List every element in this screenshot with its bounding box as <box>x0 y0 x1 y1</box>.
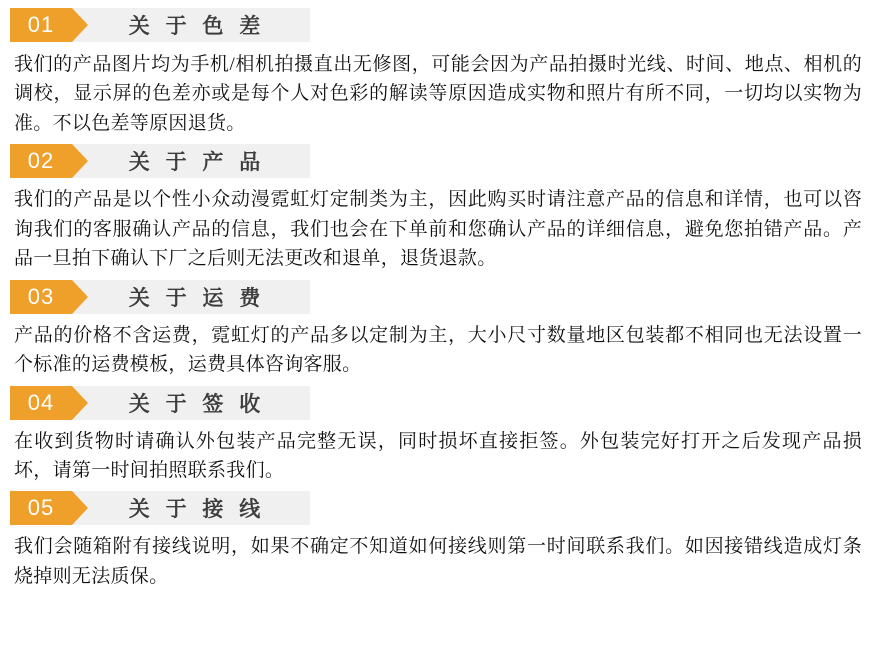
section-header-05 <box>10 491 310 525</box>
section-header-04 <box>10 386 310 420</box>
faq-section-03 <box>10 280 864 380</box>
section-title: 关 于 签 收 <box>128 392 266 416</box>
arrow-icon <box>72 491 88 525</box>
section-header-01 <box>10 8 310 42</box>
section-body: 我们会随箱附有接线说明，如果不确定不知道如何接线则第一时间联系我们。如因接错线造成灯条烧掉则无法质保。 <box>14 536 862 587</box>
section-number-badge: 02 <box>10 144 72 178</box>
faq-section-04 <box>10 386 864 486</box>
faq-section-02 <box>10 144 864 273</box>
section-body: 在收到货物时请确认外包装产品完整无误，同时损坏直接拒签。外包装完好打开之后发现产品损坏，请第一时间拍照联系我们。 <box>14 430 862 481</box>
section-title: 关 于 运 费 <box>128 286 266 310</box>
section-header-03 <box>10 280 310 314</box>
arrow-icon <box>72 386 88 420</box>
section-title: 关 于 产 品 <box>128 151 266 175</box>
section-body: 我们的产品是以个性小众动漫霓虹灯定制类为主，因此购买时请注意产品的信息和详情，也可以咨询我们的客服确认产品的信息，我们也会在下单前和您确认产品的详细信息，避免您拍错产品。产品一旦拍下确认下厂之后则无法更改和退单，退货退款。 <box>14 189 862 270</box>
arrow-icon <box>72 144 88 178</box>
section-body: 产品的价格不含运费，霓虹灯的产品多以定制为主，大小尺寸数量地区包装都不相同也无法设置一个标准的运费模板，运费具体咨询客服。 <box>14 324 862 376</box>
section-number-badge: 03 <box>10 280 72 314</box>
faq-section-05 <box>10 491 864 591</box>
faq-section-01 <box>10 8 864 138</box>
section-body: 我们的产品图片均为手机/相机拍摄直出无修图，可能会因为产品拍摄时光线、时间、地点、相机的调校，显示屏的色差亦或是每个人对色彩的解读等原因造成实物和照片有所不同，一切均以实物为准。不以色差等原因退货。 <box>14 54 862 134</box>
arrow-icon <box>72 280 88 314</box>
arrow-icon <box>72 8 88 42</box>
section-number-badge: 05 <box>10 491 72 525</box>
section-number-badge: 04 <box>10 386 72 420</box>
section-header-02 <box>10 144 310 178</box>
section-number-badge: 01 <box>10 8 72 42</box>
section-title: 关 于 色 差 <box>128 15 266 38</box>
section-title: 关 于 接 线 <box>128 498 266 522</box>
